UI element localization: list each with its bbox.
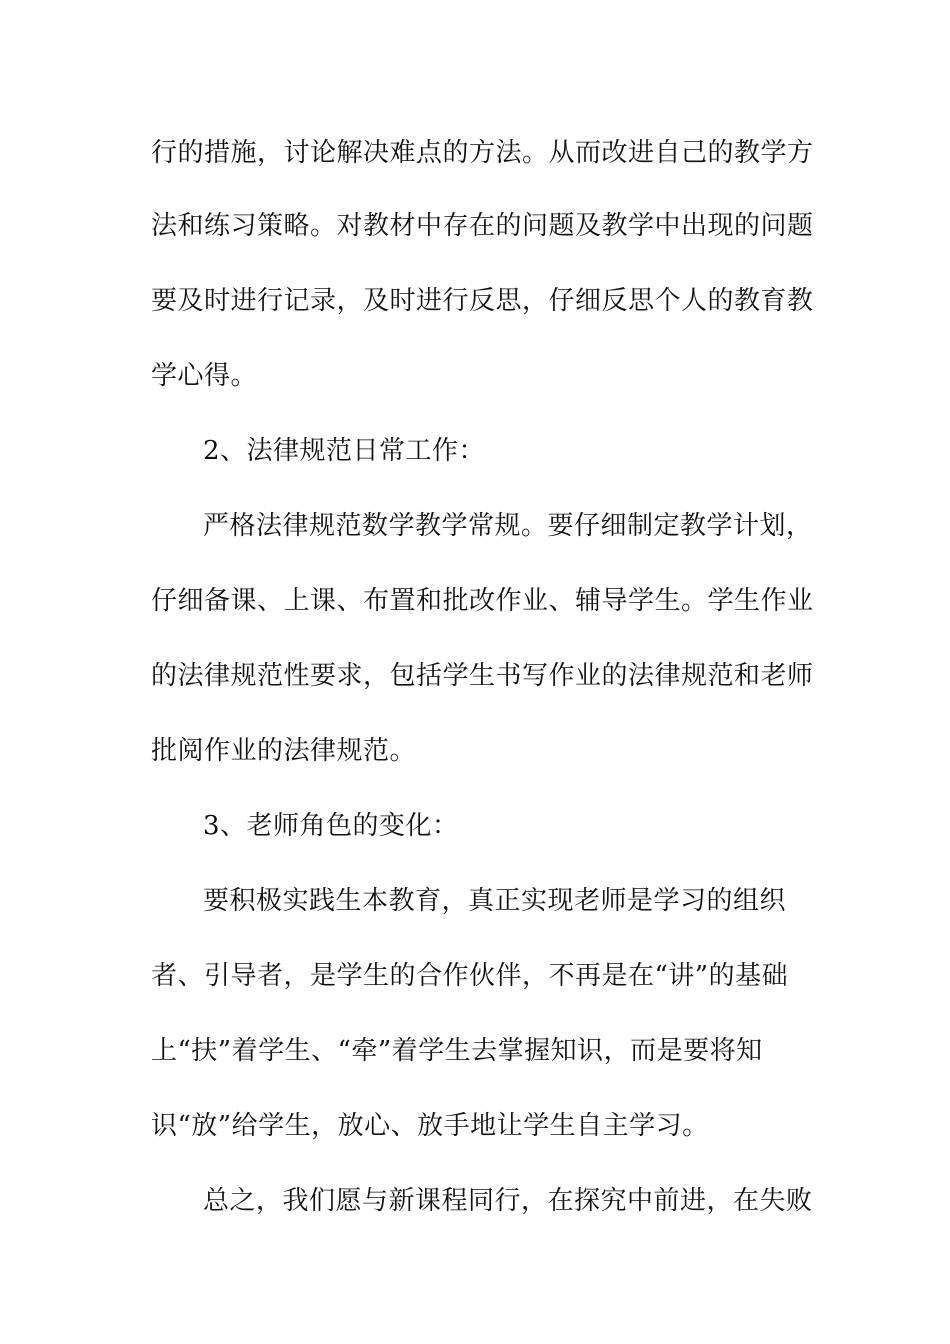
paragraph-4-line-1: 总之，我们愿与新课程同行，在探究中前进，在失败 xyxy=(203,1186,813,1216)
paragraph-3-line-3: 上“扶”着学生、“牵”着学生去掌握知识，而是要将知 xyxy=(151,1036,763,1066)
paragraph-1-line-2: 法和练习策略。对教材中存在的问题及教学中出现的问题 xyxy=(151,211,814,241)
paragraph-3-line-4: 识“放”给学生，放心、放手地让学生自主学习。 xyxy=(151,1111,709,1141)
section-heading-2: 2、法律规范日常工作： xyxy=(203,436,486,466)
section-heading-3: 3、老师角色的变化： xyxy=(203,811,459,841)
paragraph-2-line-1: 严格法律规范数学教学常规。要仔细制定教学计划， xyxy=(203,511,813,541)
paragraph-3-line-2: 者、引导者，是学生的合作伙伴，不再是在“讲”的基础 xyxy=(151,961,789,991)
paragraph-1-line-3: 要及时进行记录，及时进行反思，仔细反思个人的教育教 xyxy=(151,286,814,316)
paragraph-3-line-1: 要积极实践生本教育，真正实现老师是学习的组织 xyxy=(203,886,787,916)
paragraph-2-line-2: 仔细备课、上课、布置和批改作业、辅导学生。学生作业 xyxy=(151,586,814,616)
paragraph-1-line-4: 学心得。 xyxy=(151,361,258,391)
paragraph-1-line-1: 行的措施，讨论解决难点的方法。从而改进自己的教学方 xyxy=(151,138,814,168)
paragraph-2-line-4: 批阅作业的法律规范。 xyxy=(151,736,417,766)
paragraph-2-line-3: 的法律规范性要求，包括学生书写作业的法律规范和老师 xyxy=(151,661,814,691)
